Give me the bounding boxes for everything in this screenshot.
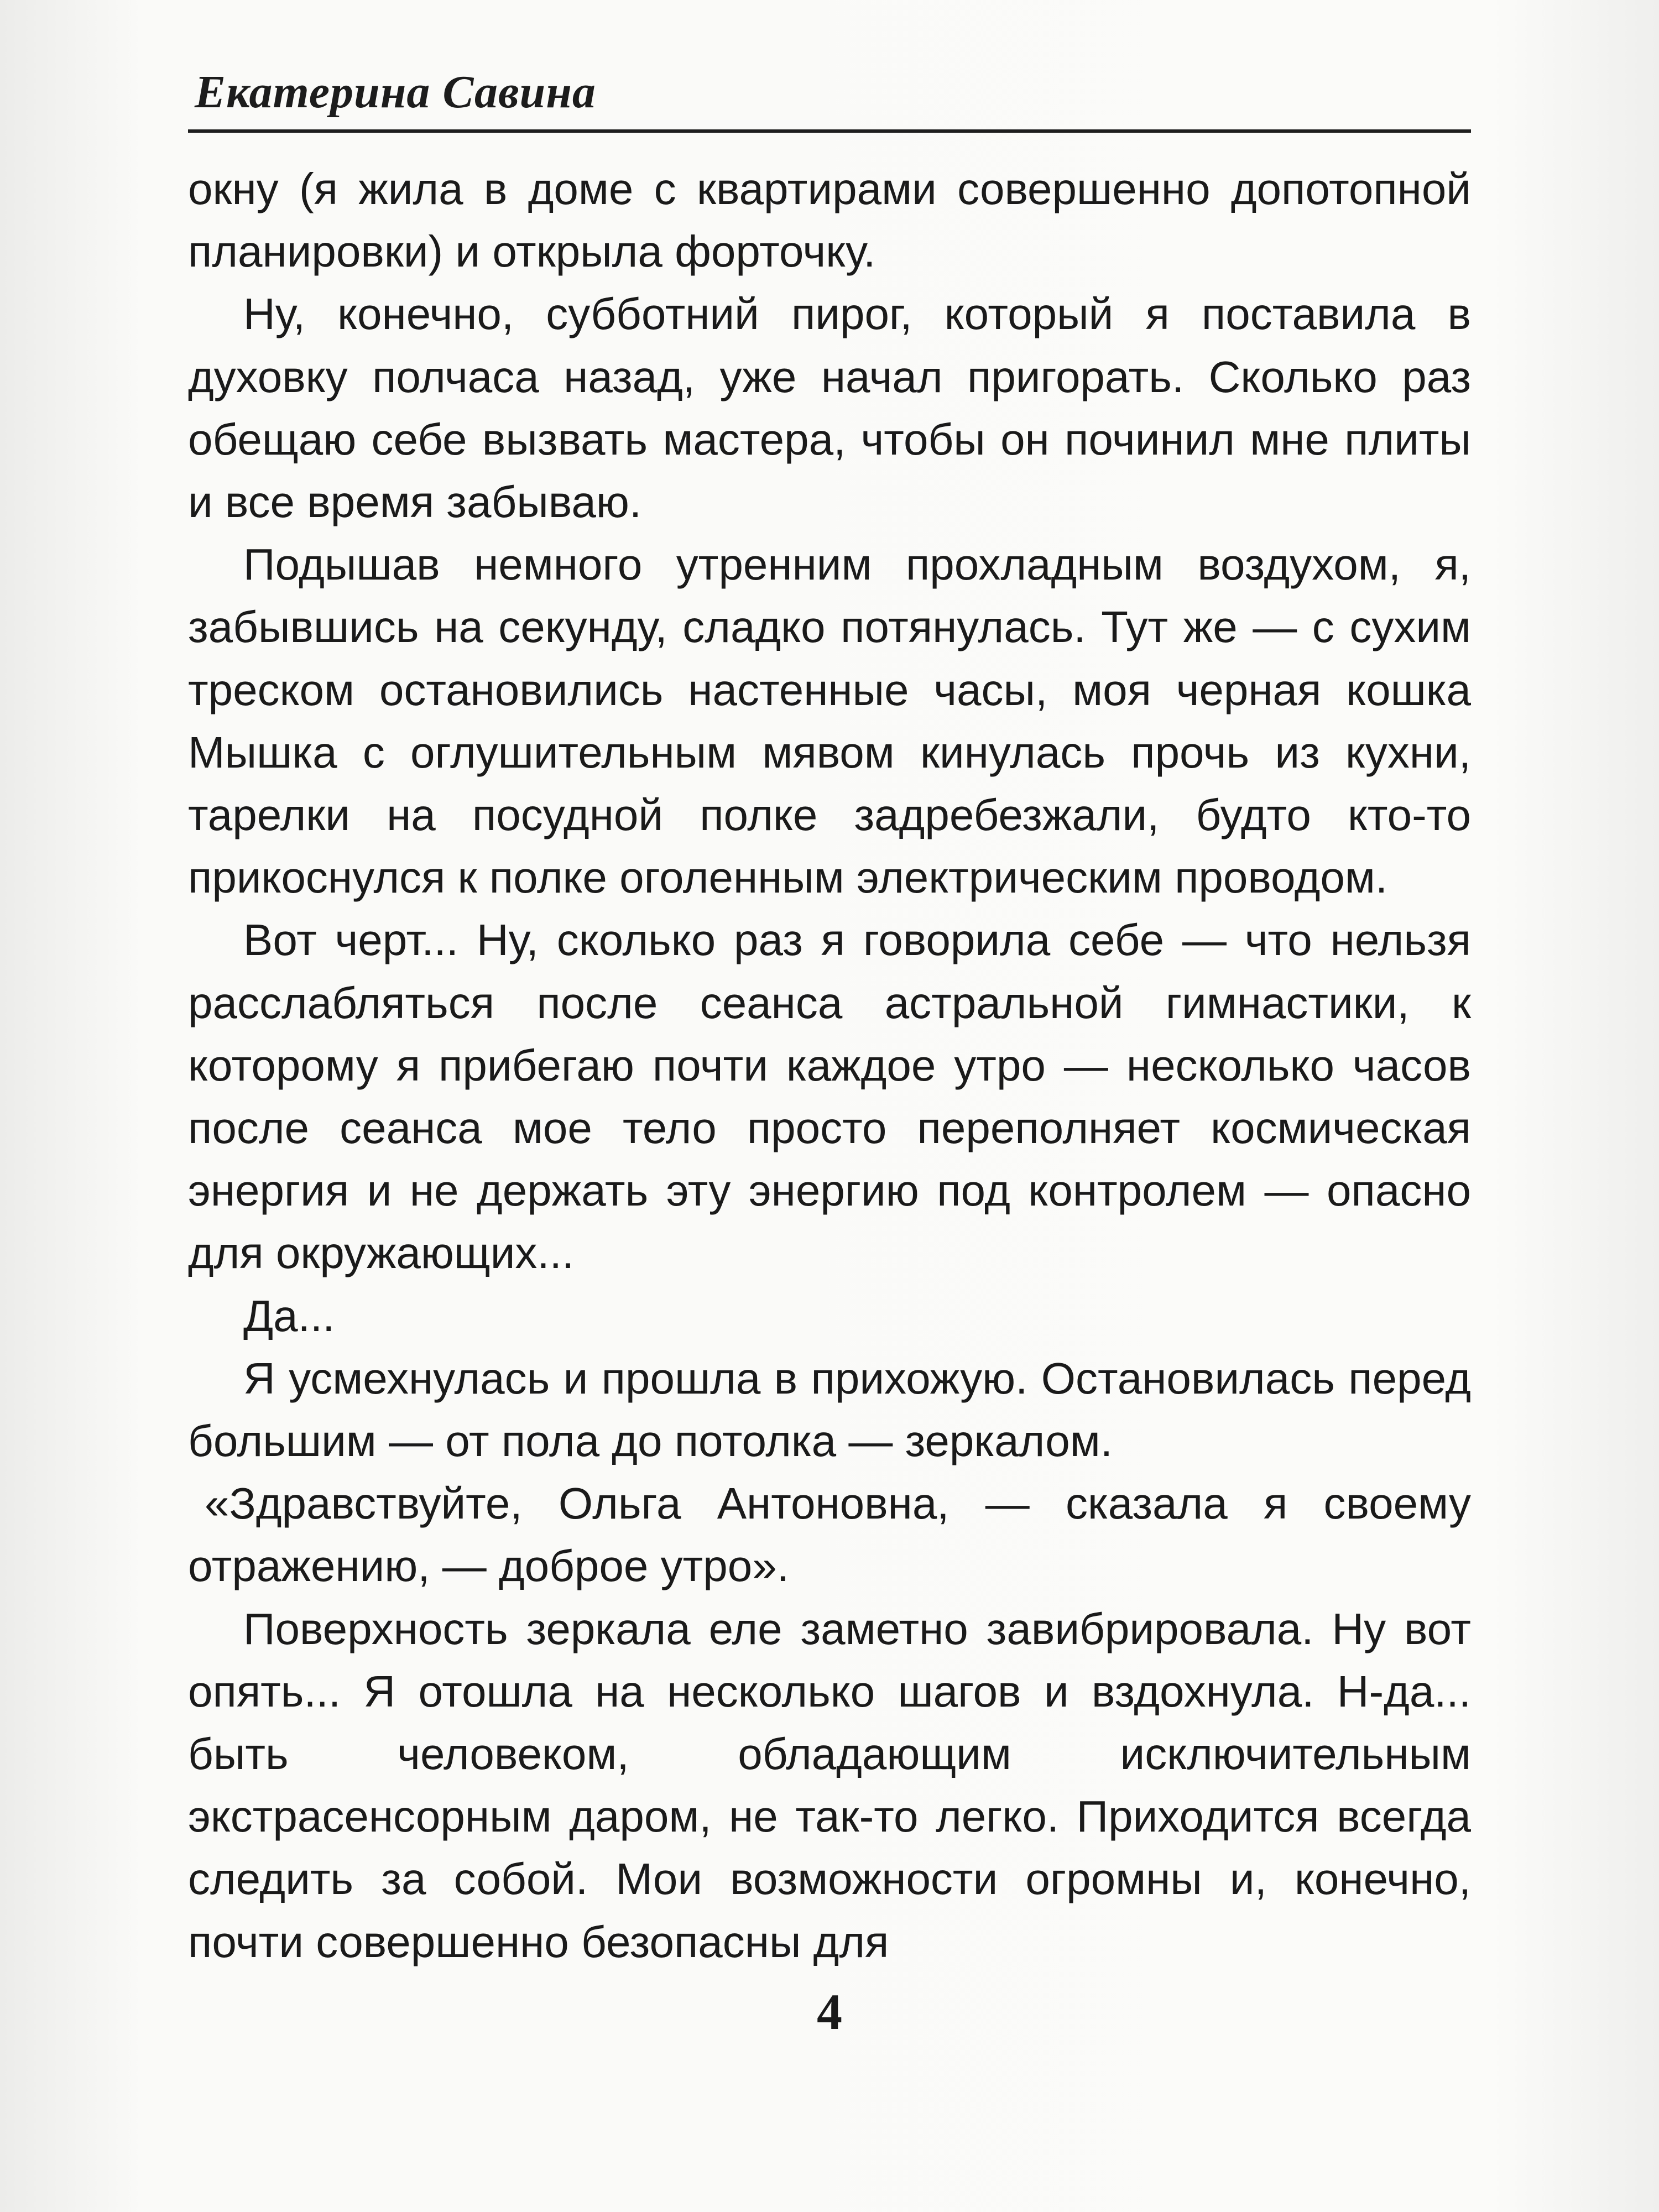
paragraph: Да... [243, 1291, 335, 1340]
header-rule [188, 129, 1471, 133]
paragraph: окну (я жила в доме с квартирами совершенно допотопной планировки) и открыла форточку. [188, 164, 1471, 276]
paragraph: Поверхность зеркала еле заметно завибрировала. Ну вот опять... Я отошла на несколько шагов и вздохнула. Н-да... быть человеком, обладающим исключительным экстрасенсорным даром, не так-то легко. Приходится всегда следить за собой. Мои возможности огромны и, конечно, почти совершенно безопасны для [188, 1604, 1471, 1966]
paragraph: Я усмехнулась и прошла в прихожую. Остановилась перед большим — от пола до потолка — зеркалом. [188, 1353, 1471, 1466]
page-number: 4 [817, 1984, 842, 2040]
paragraph: «Здравствуйте, Ольга Антоновна, — сказала я своему отражению, — доброе утро». [188, 1479, 1471, 1591]
paragraph: Ну, конечно, субботний пирог, который я поставила в духовку полчаса назад, уже начал пригорать. Сколько раз обещаю себе вызвать мастера, чтобы он починил мне плиты и все время забываю. [188, 289, 1471, 527]
body-text [188, 158, 1471, 1973]
running-head-author: Екатерина Савина [195, 66, 596, 118]
paragraph: Подышав немного утренним прохладным воздухом, я, забывшись на секунду, сладко потянулась. Тут же — с сухим треском остановились настенные часы, моя черная кошка Мышка с оглушительным мявом кинулась прочь из кухни, тарелки на посудной полке задребезжали, будто кто-то прикоснулся к полке оголенным электрическим проводом. [188, 540, 1471, 902]
paragraph: Вот черт... Ну, сколько раз я говорила себе — что нельзя расслабляться после сеанса астральной гимнастики, к которому я прибегаю почти каждое утро — несколько часов после сеанса мое тело просто переполняет космическая энергия и не держать эту энергию под контролем — опасно для окружающих... [188, 915, 1471, 1278]
